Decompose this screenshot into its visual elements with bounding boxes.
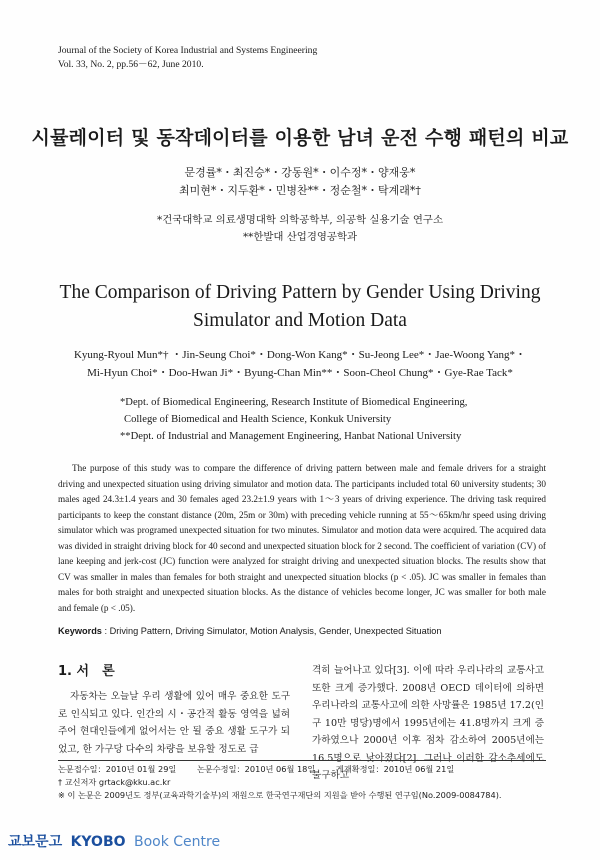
english-affiliation-1: *Dept. of Biomedical Engineering, Research Institute of Biomedical Engineering, <box>120 397 468 408</box>
body-column-left: 자동차는 오늘날 우리 생활에 있어 매우 중요한 도구로 인식되고 있다. 인간의 시・공간적 활동 영역을 넓혀 주어 현대인들에게 없어서는 안 될 중요 생활 도구가 되었고, 한 가구당 다수의 차량을 보유할 정도로 급 <box>58 691 290 755</box>
korean-title: 시뮬레이터 및 동작데이터를 이용한 남녀 운전 수행 패턴의 비교 <box>31 127 569 149</box>
journal-name: Journal of the Society of Korea Industrial and Systems Engineering <box>58 45 318 56</box>
english-affiliations <box>120 394 467 445</box>
keywords-label: Keywords <box>58 626 102 636</box>
english-affiliation-3: **Dept. of Industrial and Management Engineering, Hanbat National University <box>120 431 462 442</box>
footnote-divider <box>58 760 546 761</box>
english-title <box>0 279 600 335</box>
english-title-line-2: Simulator and Motion Data <box>193 310 407 331</box>
keywords <box>58 626 558 636</box>
watermark-sub: Book Centre <box>133 834 221 850</box>
english-authors <box>0 346 600 382</box>
abstract: The purpose of this study was to compare the difference of driving pattern between male and female drivers for a straight driving and unexpected situation using driving simulator and motion data. The participants included total 60 university students; 30 males aged 24.3±1.4 years and 30 females aged 23.2±1.9 years with 1～3 years of driving experience. The driving task required participants to keep the constant distance (20m, 25m or 30m) with preceding vehicle running at 55～65km/hr speed using driving simulator which was programed unexpected situation for two minutes. Simulator and motion data were acquired. The acquired data was divided in straight driving block for 40 second and unexpected situation block for 2 second. The coefficient of variation (CV) of lane keeping and jerk-cost (JC) function were analyzed for straight driving and unexpected situation blocks. The results show that CV was smaller in males than females for both straight and unexpected situation blocks (p < .05). JC was smaller in females than males for both straight and unexpected situation blocks. As the distance of vehicles become longer, JC was smaller for both male and female (p < .05). <box>58 463 546 613</box>
english-authors-line-2: Mi-Hyun Choi*・Doo-Hwan Ji*・Byung-Chan Min**・Soon-Cheol Chung*・Gye-Rae Tack* <box>87 367 513 379</box>
korean-affiliation-1: *건국대학교 의료생명대학 의학공학부, 의공학 실용기술 연구소 <box>157 214 443 226</box>
korean-affiliations <box>0 212 600 246</box>
english-authors-line-1: Kyung-Ryoul Mun*† ・Jin-Seung Choi*・Dong-Won Kang*・Su-Jeong Lee*・Jae-Woong Yang*・ <box>73 349 527 361</box>
footnote-dates <box>58 763 558 776</box>
corresponding-author: † 교신저자 grtack@kku.ac.kr <box>58 777 171 787</box>
funding-note: ※ 이 논문은 2009년도 정부(교육과학기술부)의 재원으로 한국연구재단의 지원을 받아 수행된 연구임(No.2009-0084784). <box>58 790 502 800</box>
revised-date: 논문수정일：2010년 06월 18일 <box>196 764 316 774</box>
watermark-korean: 교보문고 <box>8 834 63 850</box>
accepted-date: 게재확정일：2010년 06월 21일 <box>335 764 455 774</box>
korean-affiliation-2: **한발대 산업경영공학과 <box>242 231 358 243</box>
watermark-english: KYOBO <box>70 834 126 850</box>
section-heading: 1. 서 론 <box>58 664 115 679</box>
korean-authors-line-2: 최미현*・지두환*・민병찬**・정순철*・탁계래*† <box>179 184 421 197</box>
body-column-right: 격히 늘어나고 있다[3]. 이에 따라 우리나라의 교통사고 또한 크게 증가했다. 2008년 OECD 데이터에 의하면 우리나라의 교통사고에 의한 사망률은 1985년 17.2(인구 10만 명당)명에서 1995년에는 41.8명까지 크게 증가하였으나 2000년 이후 점차 감소하여 2005년에는 16.5명으로 낮아졌다[2]. 그러나 이러한 감소추세에도 불구하고 <box>312 665 544 781</box>
korean-authors <box>0 164 600 200</box>
korean-authors-line-1: 문경률*・최진승*・강동원*・이수정*・양재웅* <box>184 166 416 179</box>
english-title-line-1: The Comparison of Driving Pattern by Gender Using Driving <box>59 282 541 303</box>
keywords-text: : Driving Pattern, Driving Simulator, Motion Analysis, Gender, Unexpected Situation <box>104 626 442 636</box>
kyobo-watermark <box>8 831 220 851</box>
footnotes <box>58 763 558 802</box>
journal-header <box>58 44 317 72</box>
english-affiliation-2: College of Biomedical and Health Science, Konkuk University <box>124 414 392 425</box>
received-date: 논문접수일：2010년 01월 29일 <box>58 764 177 774</box>
journal-volume: Vol. 33, No. 2, pp.56－62, June 2010. <box>58 59 204 70</box>
